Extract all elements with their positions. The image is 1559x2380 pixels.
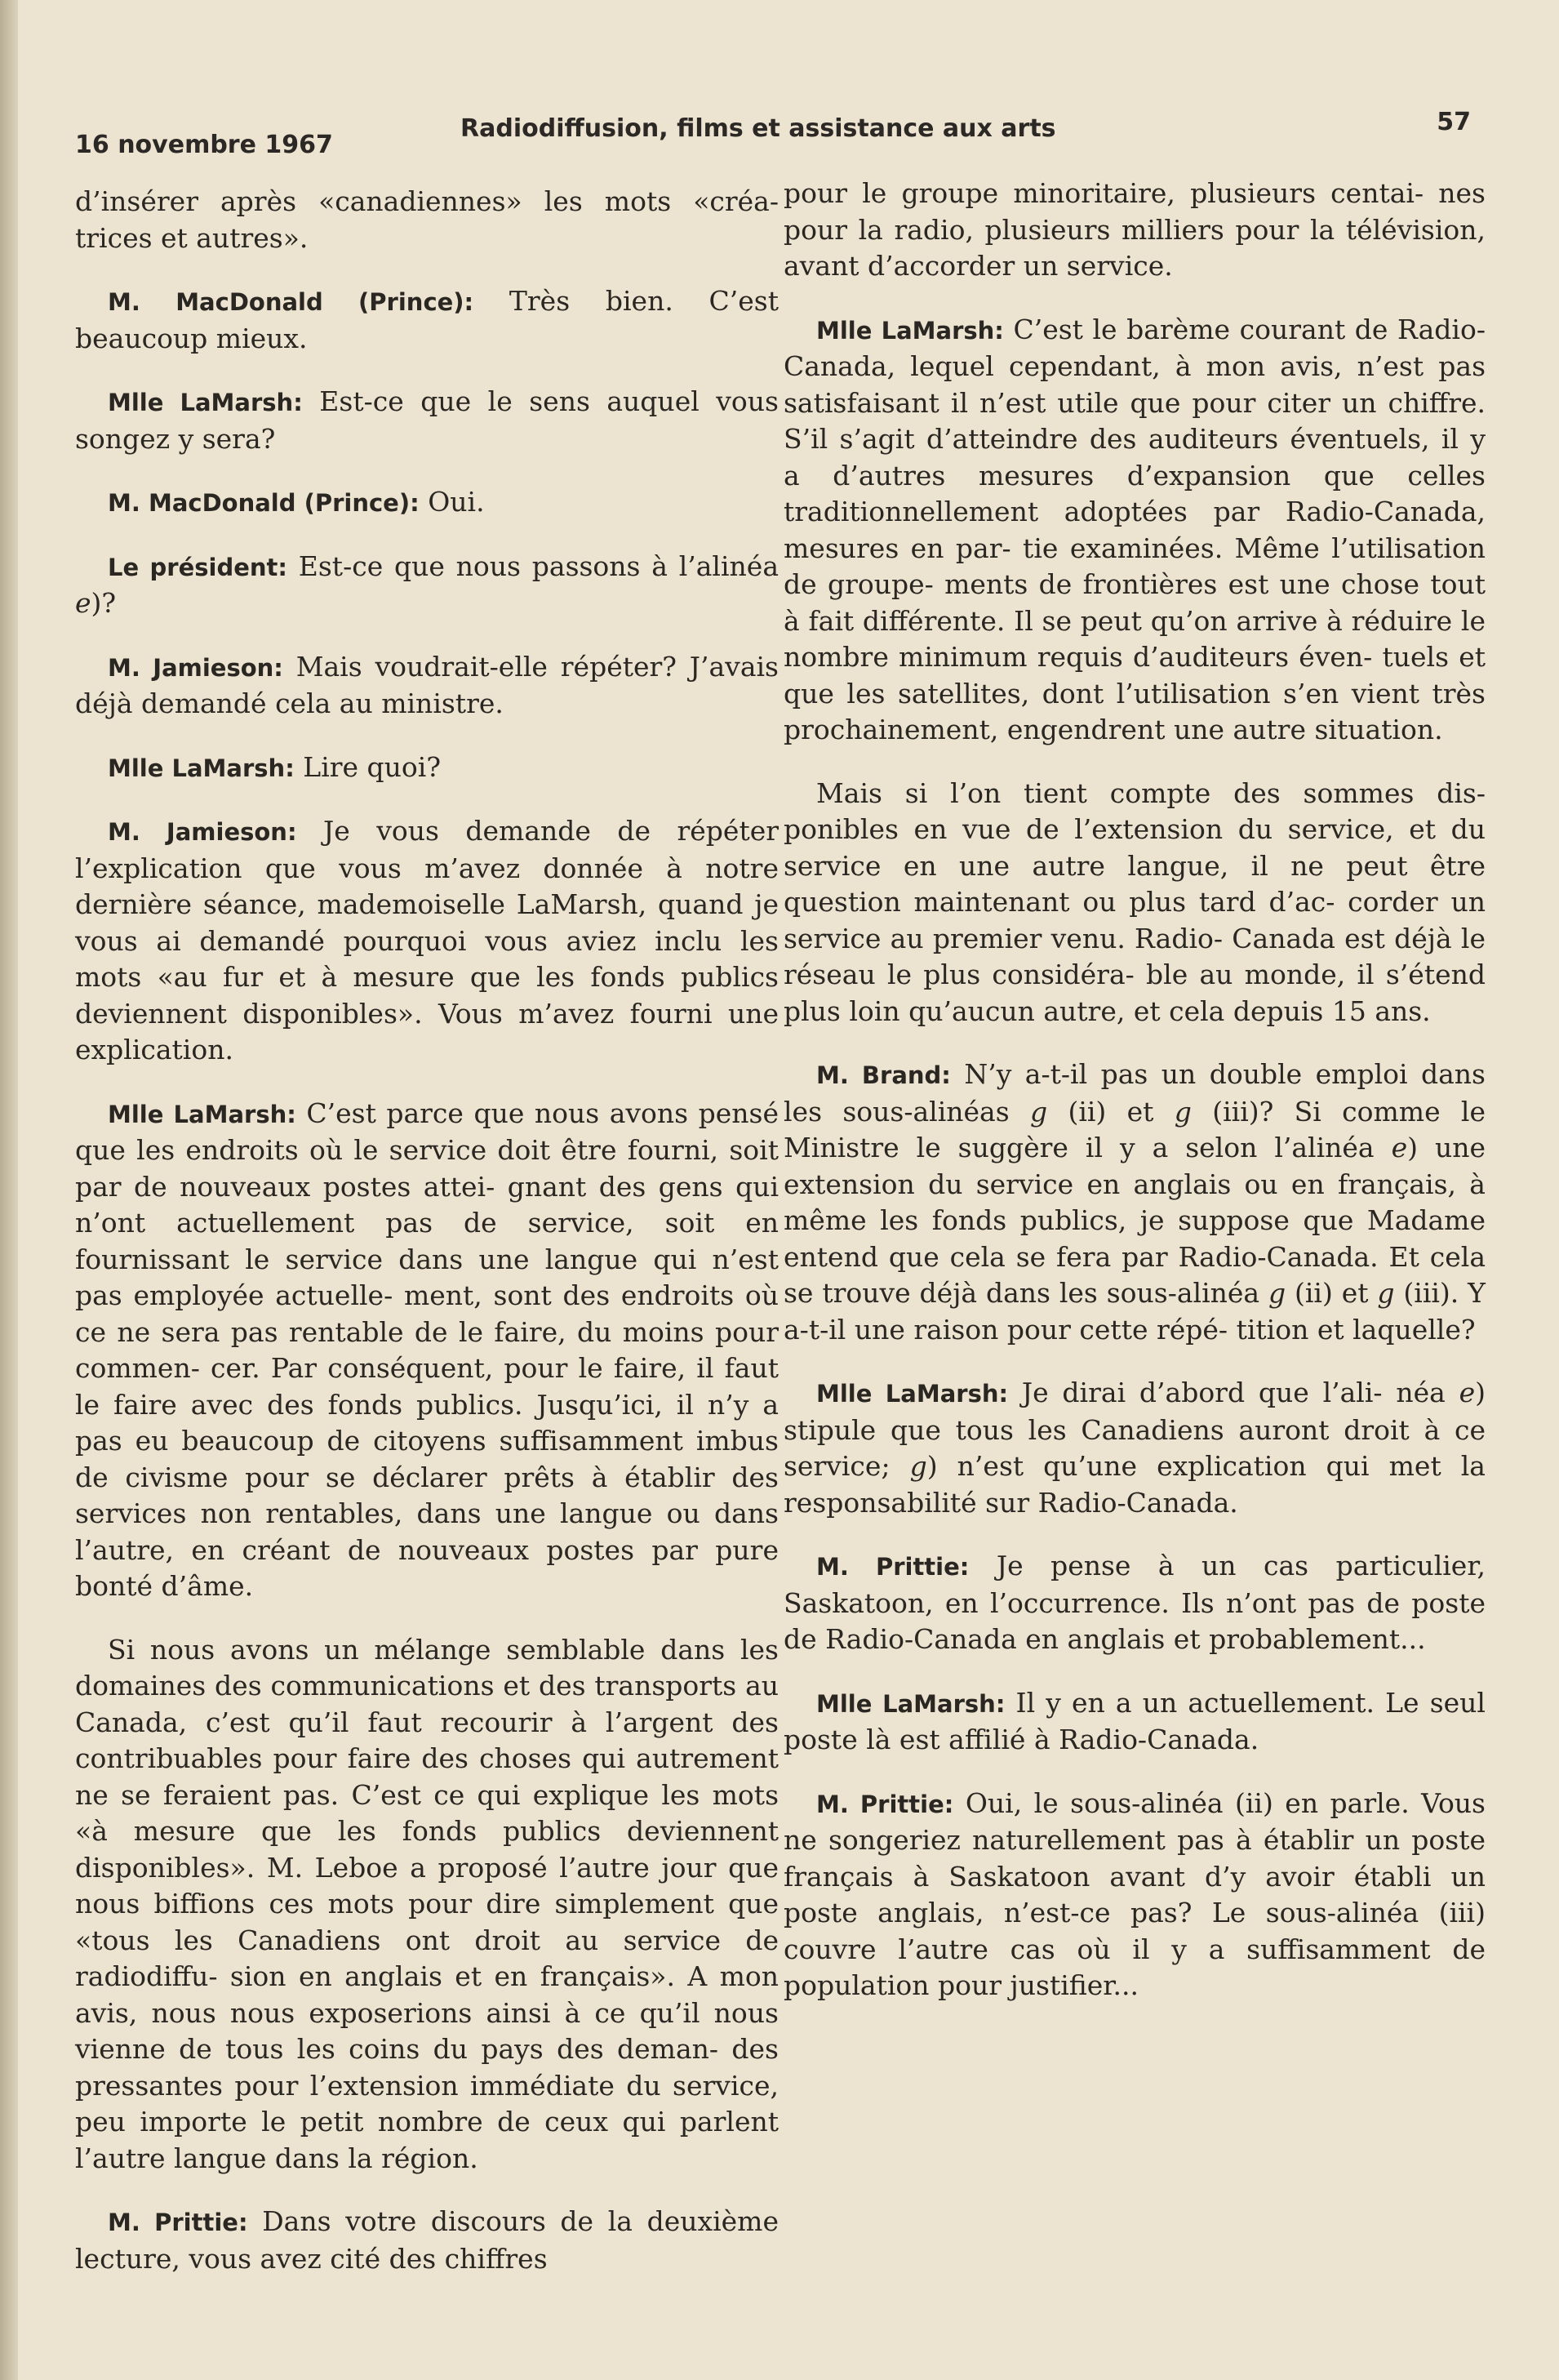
speaker-name: M. Prittie: bbox=[108, 2209, 248, 2236]
paragraph-italic: g bbox=[1268, 1277, 1286, 1309]
paragraph-italic: e bbox=[75, 587, 91, 619]
speaker-name: Mlle LaMarsh: bbox=[108, 389, 303, 416]
paragraph bbox=[784, 776, 1486, 1030]
paragraph bbox=[784, 1548, 1486, 1658]
paragraph bbox=[75, 813, 779, 1069]
right-column bbox=[784, 176, 1486, 2031]
paragraph bbox=[784, 1375, 1486, 1521]
speaker-name: M. Jamieson: bbox=[108, 818, 297, 846]
paragraph bbox=[75, 2204, 779, 2277]
speaker-name: M. Prittie: bbox=[816, 1553, 970, 1581]
paragraph-text: )? bbox=[91, 587, 117, 619]
speaker-name: Mlle LaMarsh: bbox=[108, 754, 295, 782]
paragraph-text: Mais voudrait-elle répéter? J’avais déjà demandé cela au ministre. bbox=[75, 650, 779, 719]
paragraph bbox=[784, 1786, 1486, 2004]
paragraph-text: N’y a-t-il pas un double emploi dans les sous-alinéas bbox=[784, 1058, 1486, 1128]
paragraph-italic: g bbox=[1030, 1095, 1048, 1128]
paragraph-text: ) n’est qu’une explication qui met la responsabilité sur Radio-Canada. bbox=[784, 1450, 1486, 1519]
paragraph bbox=[75, 283, 779, 357]
paragraph bbox=[784, 1685, 1486, 1759]
speaker-name: Mlle LaMarsh: bbox=[816, 316, 1004, 345]
paragraph-text: (ii) et bbox=[1294, 1277, 1369, 1309]
paragraph bbox=[784, 1057, 1486, 1348]
speaker-name: Mlle LaMarsh: bbox=[816, 1380, 1009, 1408]
paragraph-text: C’est le barème courant de Radio-Canada, lequel cependant, à mon avis, n’est pas satisfaisant il n’est utile que pour citer un chiffre. S’il s’agit d’atteindre des auditeurs éventuels, il y a d’autres mesures d’expansion que celles traditionnellement adoptées par Radio-Canada, mesures en par- tie examinées. Même l’utilisation de groupe- ments de frontières est une chose tout à fait différente. Il se peut qu’on arrive à réduire le nombre minimum requis d’auditeurs éven- tuels et que les satellites, dont l’utilisation s’en vient très prochainement, engendrent une autre situation. bbox=[784, 313, 1486, 745]
header-title: Radiodiffusion, films et assistance aux arts bbox=[460, 114, 1056, 143]
page-header bbox=[75, 108, 1471, 165]
paragraph-text: Il y en a un actuellement. Le seul poste là est affilié à Radio-Canada. bbox=[784, 1686, 1486, 1755]
paragraph bbox=[75, 384, 779, 457]
paragraph-text: Je dirai d’abord que l’ali- néa bbox=[1021, 1377, 1446, 1408]
paragraph bbox=[75, 549, 779, 622]
paragraph-text: C’est parce que nous avons pensé que les endroits où le service doit être fourni, soit par de nouveaux postes attei- gnant des gens qui n’ont actuellement pas de service, soit en fournissant le service dans une langue qui n’est pas employée actuelle- ment, sont des endroits où ce ne sera pas rentable de le faire, du moins pour commen- cer. Par conséquent, pour le faire, il faut le faire avec des fonds publics. Jusqu’ici, il n’y a pas eu beaucoup de citoyens suffisamment imbus de civisme pour se déclarer prêts à établir des services non rentables, dans une langue ou dans l’autre, en créant de nouveaux postes par pure bonté d’âme. bbox=[75, 1097, 779, 1602]
paragraph-italic: e bbox=[1459, 1377, 1476, 1408]
paragraph bbox=[75, 649, 779, 723]
speaker-name: M. MacDonald (Prince): bbox=[108, 288, 474, 316]
paragraph-text: ) stipule que tous les Canadiens auront droit à ce service; bbox=[784, 1377, 1486, 1482]
speaker-name: Mlle LaMarsh: bbox=[816, 1689, 1006, 1718]
paragraph bbox=[75, 184, 779, 256]
paragraph-text: Très bien. C’est beaucoup mieux. bbox=[75, 285, 779, 354]
speaker-name: Le président: bbox=[108, 553, 287, 581]
paragraph-text: Est-ce que le sens auquel vous songez y sera? bbox=[75, 385, 779, 455]
paragraph-text: pour le groupe minoritaire, plusieurs centai- nes pour la radio, plusieurs milliers pour la télévision, avant d’accorder un service. bbox=[784, 177, 1486, 282]
paragraph-text: Mais si l’on tient compte des sommes dis- ponibles en vue de l’extension du service, et du service en une autre langue, il ne peut être question maintenant ou plus tard d’ac- corder un service au premier venu. Radio- Canada est déjà le réseau le plus considéra- ble au monde, il s’étend plus loin qu’aucun autre, et cela depuis 15 ans. bbox=[784, 776, 1486, 1027]
paragraph-italic: g bbox=[909, 1450, 927, 1482]
speaker-name: M. Jamieson: bbox=[108, 653, 283, 682]
speaker-name: M. MacDonald (Prince): bbox=[108, 489, 420, 517]
paragraph-text: Oui, le sous-alinéa (ii) en parle. Vous ne songeriez naturellement pas à établir un poste français à Saskatoon avant d’y avoir établi un poste anglais, n’est-ce pas? Le sous-alinéa (iii) couvre l’autre cas où il y a suffisamment de population pour justifier... bbox=[784, 1786, 1486, 2001]
paragraph bbox=[75, 1096, 779, 1605]
speaker-name: Mlle LaMarsh: bbox=[108, 1100, 296, 1128]
binding-gutter bbox=[0, 0, 18, 2380]
paragraph-text: (iii)? Si comme le Ministre le suggère il y a selon l’alinéa bbox=[784, 1095, 1486, 1163]
paragraph bbox=[75, 750, 779, 787]
page-number: 57 bbox=[1437, 108, 1471, 136]
paragraph-text: Je vous demande de répéter l’explication que vous m’avez donnée à notre dernière séance, mademoiselle LaMarsh, quand je vous ai demandé pourquoi vous aviez inclu les mots «au fur et à mesure que les fonds publics deviennent disponibles». Vous m’avez fourni une explication. bbox=[75, 815, 780, 1065]
paragraph bbox=[784, 312, 1486, 749]
paragraph-text: Je pense à un cas particulier, Saskatoon, en l’occurrence. Ils n’ont pas de poste de Radio-Canada en anglais et probablement... bbox=[784, 1550, 1486, 1655]
speaker-name: M. Prittie: bbox=[816, 1790, 954, 1818]
paragraph-italic: g bbox=[1377, 1277, 1395, 1309]
paragraph-text: Est-ce que nous passons à l’alinéa bbox=[298, 549, 779, 582]
paragraph bbox=[75, 1632, 779, 2178]
paragraph-text: (iii). Y a-t-il une raison pour cette répé- tition et laquelle? bbox=[784, 1277, 1486, 1346]
left-column bbox=[75, 184, 779, 2304]
speaker-name: M. Brand: bbox=[816, 1061, 951, 1089]
paragraph-text: ) une extension du service en anglais ou en français, à même les fonds publics, je suppose que Madame entend que cela se fera par Radio-Canada. Et cela se trouve déjà dans les sous-alinéa bbox=[784, 1132, 1486, 1309]
paragraph bbox=[784, 176, 1486, 285]
paragraph-text: Dans votre discours de la deuxième lecture, vous avez cité des chiffres bbox=[75, 2205, 779, 2275]
paragraph-text: Lire quoi? bbox=[303, 750, 442, 783]
paragraph-text: d’insérer après «canadiennes» les mots «créa- trices et autres». bbox=[75, 185, 779, 254]
paragraph-text: Oui. bbox=[428, 486, 485, 518]
paragraph-italic: g bbox=[1174, 1095, 1192, 1128]
header-date: 16 novembre 1967 bbox=[75, 131, 333, 159]
paragraph-text: (ii) et bbox=[1068, 1095, 1154, 1128]
paragraph bbox=[75, 484, 779, 522]
paragraph-text: Si nous avons un mélange semblable dans les domaines des communications et des transports au Canada, c’est qu’il faut recourir à l’argent des contribuables pour faire des choses qui autrement ne se feraient pas. C’est ce qui explique les mots «à mesure que les fonds publics deviennent disponibles». M. Leboe a proposé l’autre jour que nous biffions ces mots pour dire simplement que «tous les Canadiens ont droit au service de radiodiffu- sion en anglais et en français». A mon avis, nous nous exposerions ainsi à ce qu’il nous vienne de tous les coins du pays des deman- des pressantes pour l’extension immédiate du service, peu importe le petit nombre de ceux qui parlent l’autre langue dans la région. bbox=[75, 1633, 779, 2174]
paragraph-italic: e bbox=[1391, 1132, 1408, 1163]
